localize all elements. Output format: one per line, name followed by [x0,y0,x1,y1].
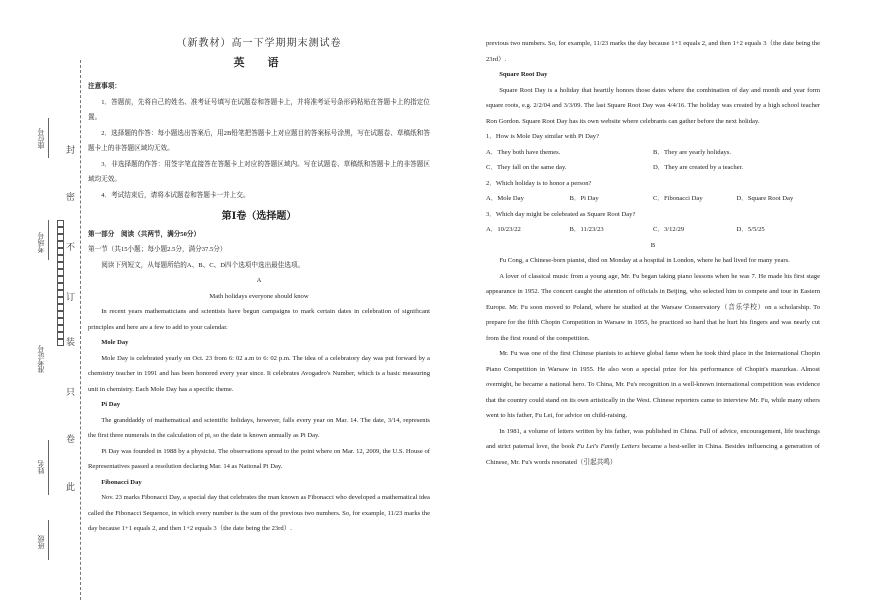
passage-paragraph: Mr. Fu was one of the first Chinese pianists to achieve global fame when he took third place in the International Chopin Piano Competition in Warsaw in 1955. He also won a special prize for his performance of Chopin's mazurkas. Almost overnight, he became a national hero. To China, Mr. Fu's recognition in a well-known international competition was evidence that the country could stand on its own artistically in the West. Chinese reporters came to interview Mr. Fu, while many others went to his father, Fu Lei, for advice on child-raising. [486,350,820,419]
book-title: Fu Lei's Family Letters [576,443,640,450]
passage-paragraph: Square Root Day is a holiday that heartily honors those dates where the combination of day and month and year form square roots, e.g. 2/2/04 and 3/3/09. The last Square Root Day was 4/4/16. The holiday was created by a high school teacher Ron Gordon. Square Root Day has its own website where celebrants can gather before the next holiday. [486,86,820,125]
admission-number-label: 准考证号 [37,345,45,373]
name-line [48,440,49,495]
passage-paragraph [486,424,820,471]
subsection-heading: 第一节（共15小题；每小题2.5分，满分37.5分） [88,246,227,253]
question-options [486,191,820,207]
margin-char: 装 [66,337,76,347]
notice-item: 1．答题前，先将自己的姓名、准考证号填写在试题卷和答题卡上，并将准考证号条形码粘贴在答题卡上的指定位置。 [88,98,430,121]
subheading: Square Root Day [499,71,548,78]
option[interactable]: B．Pi Day [569,195,599,202]
question-options [486,222,820,238]
passage-paragraph-continued: previous two numbers. So, for example, 11/23 marks the day because 1+1 equals 2, and then 1+2 equals 3（the date being the 23rd）. [486,40,820,63]
right-column [486,36,820,470]
exam-title: （新教材）高一下学期期末测试卷 [176,38,342,49]
option[interactable]: D．Square Root Day [736,195,794,202]
exam-room-label: 考场号 [37,232,45,253]
question-options [486,160,820,176]
section-title: 第Ⅰ卷（选择题） [221,211,297,222]
option[interactable]: C．They fall on the same day. [486,164,567,171]
margin-char: 只 [66,387,76,397]
part-heading: 第一部分 阅读（共两节，满分50分） [88,230,201,238]
notice-heading: 注意事项： [88,83,121,90]
passage-paragraph: Pi Day was founded in 1988 by a physicist. The observations spread to the point where on Mar. 12, 2009, the U.S. House of Representatives passed a resolution declaring Mar. 14 as National Pi Day. [88,447,430,470]
seat-number-label: 座位号 [37,128,45,149]
question-stem: 3．Which day might be celebrated as Square Root Day? [486,210,636,218]
instructions: 阅读下列短文，从每题所给的A、B、C、D四个选项中选出最佳选项。 [101,261,305,269]
passage-paragraph: Mole Day is celebrated yearly on Oct. 23 from 6: 02 a.m to 6: 02 p.m. The idea of a celebratory day was put forward by a chemistry teacher in 1991 and has been honored every year since. It celebrates Avogadro's Number, which is a basic measuring unit in chemistry. Each Mole Day has a specific theme. [88,354,430,393]
margin-char: 不 [66,242,76,252]
cut-line [80,60,81,600]
passage-letter: A [256,277,262,284]
seat-number-line [48,118,49,158]
margin-char: 卷 [66,434,76,444]
option[interactable]: D．5/5/25 [736,226,765,233]
option[interactable]: A．10/23/22 [486,226,521,233]
passage-paragraph: Nov. 23 marks Fibonacci Day, a special day that celebrates the man known as Fibonacci who developed a mathematical idea called the Fibonacci Sequence, in which every number is the sum of the previous two numbers. So, for example, 11/23 marks the day because 1+1 equals 2, and then 1+2 equals 3（the date being the 23rd）. [88,494,430,532]
margin-char: 此 [66,482,76,492]
passage-letter: B [650,241,656,249]
passage-paragraph: A lover of classical music from a young age, Mr. Fu began taking piano lessons when he was 7. He made his first stage appearance in 1952. The concert caught the attention of officials in Beijing, who selected him to compete and tour in Eastern Europe. Mr. Fu soon moved to Poland, where he studied at the Warsaw Conservatory（音乐学校）on a scholarship. To prepare for the fifth Chopin Competition in Warsaw in 1955, he practiced so hard that he hurt his fingers and was nearly cut from the first round of the competition. [486,272,820,342]
option[interactable]: C．3/12/29 [653,226,685,233]
option[interactable]: A．They both have themes. [486,148,561,156]
left-column [88,36,430,532]
class-line [48,520,49,560]
question-stem: 1．How is Mole Day similar with Pi Day? [486,133,599,140]
text-span: became a best-seller in China. Besides influencing a generation of Chinese, Mr. Fu's words resonated（引起共鸣） [486,443,820,466]
subject-title: 英 语 [233,56,285,69]
margin-char: 订 [66,292,76,302]
exam-room-line [48,220,49,260]
option[interactable]: B．They are yearly holidays. [653,148,732,156]
question-options [486,145,820,161]
option[interactable]: C．Fibonacci Day [653,195,703,202]
class-label: 班级 [37,535,45,549]
admission-number-boxes [57,220,64,346]
passage-title: Math holidays everyone should know [209,292,309,300]
notice-item: 2．选择题的作答：每小题选出答案后，用2B铅笔把答题卡上对应题目的答案标号涂黑，写在试题卷、草稿纸和答题卡上的非答题区域均无效。 [88,129,430,152]
subheading: Mole Day [101,339,129,346]
subheading: Fibonacci Day [101,478,142,486]
passage-paragraph: The granddaddy of mathematical and scientific holidays, however, falls every year on Mar. 14. The date, 3/14, represents the first three numerals in the calculation of pi, so the date is known annually as Pi Day. [88,416,430,439]
passage-paragraph: Fu Cong, a Chinese-born pianist, died on Monday at a hospital in London, where he had lived for many years. [499,257,790,264]
option[interactable]: B．11/23/23 [569,226,604,233]
notice-item: 4．考试结束后，请将本试题卷和答题卡一并上交。 [101,191,250,199]
binding-margin [0,0,90,615]
margin-char: 封 [66,145,76,155]
name-label: 姓名 [37,460,45,474]
question-stem: 2．Which holiday is to honor a person? [486,179,592,187]
passage-paragraph: In recent years mathematicians and scientists have begun campaigns to mark certain dates in celebration of significant principles and here are a few to add to your calendar. [88,308,430,331]
text-span: In 1981, a volume of letters written by his father, was published in China. Full of advice, encouragement, life teachings and strict paternal love, the book [486,427,820,450]
notice-item: 3．非选择题的作答：用签字笔直接答在答题卡上对应的答题区域内。写在试题卷、草稿纸和答题卡上的非答题区域均无效。 [88,160,430,183]
option[interactable]: D．They are created by a teacher. [653,164,744,171]
subheading: Pi Day [101,401,121,408]
option[interactable]: A．Mole Day [486,195,524,202]
margin-char: 密 [66,192,76,202]
